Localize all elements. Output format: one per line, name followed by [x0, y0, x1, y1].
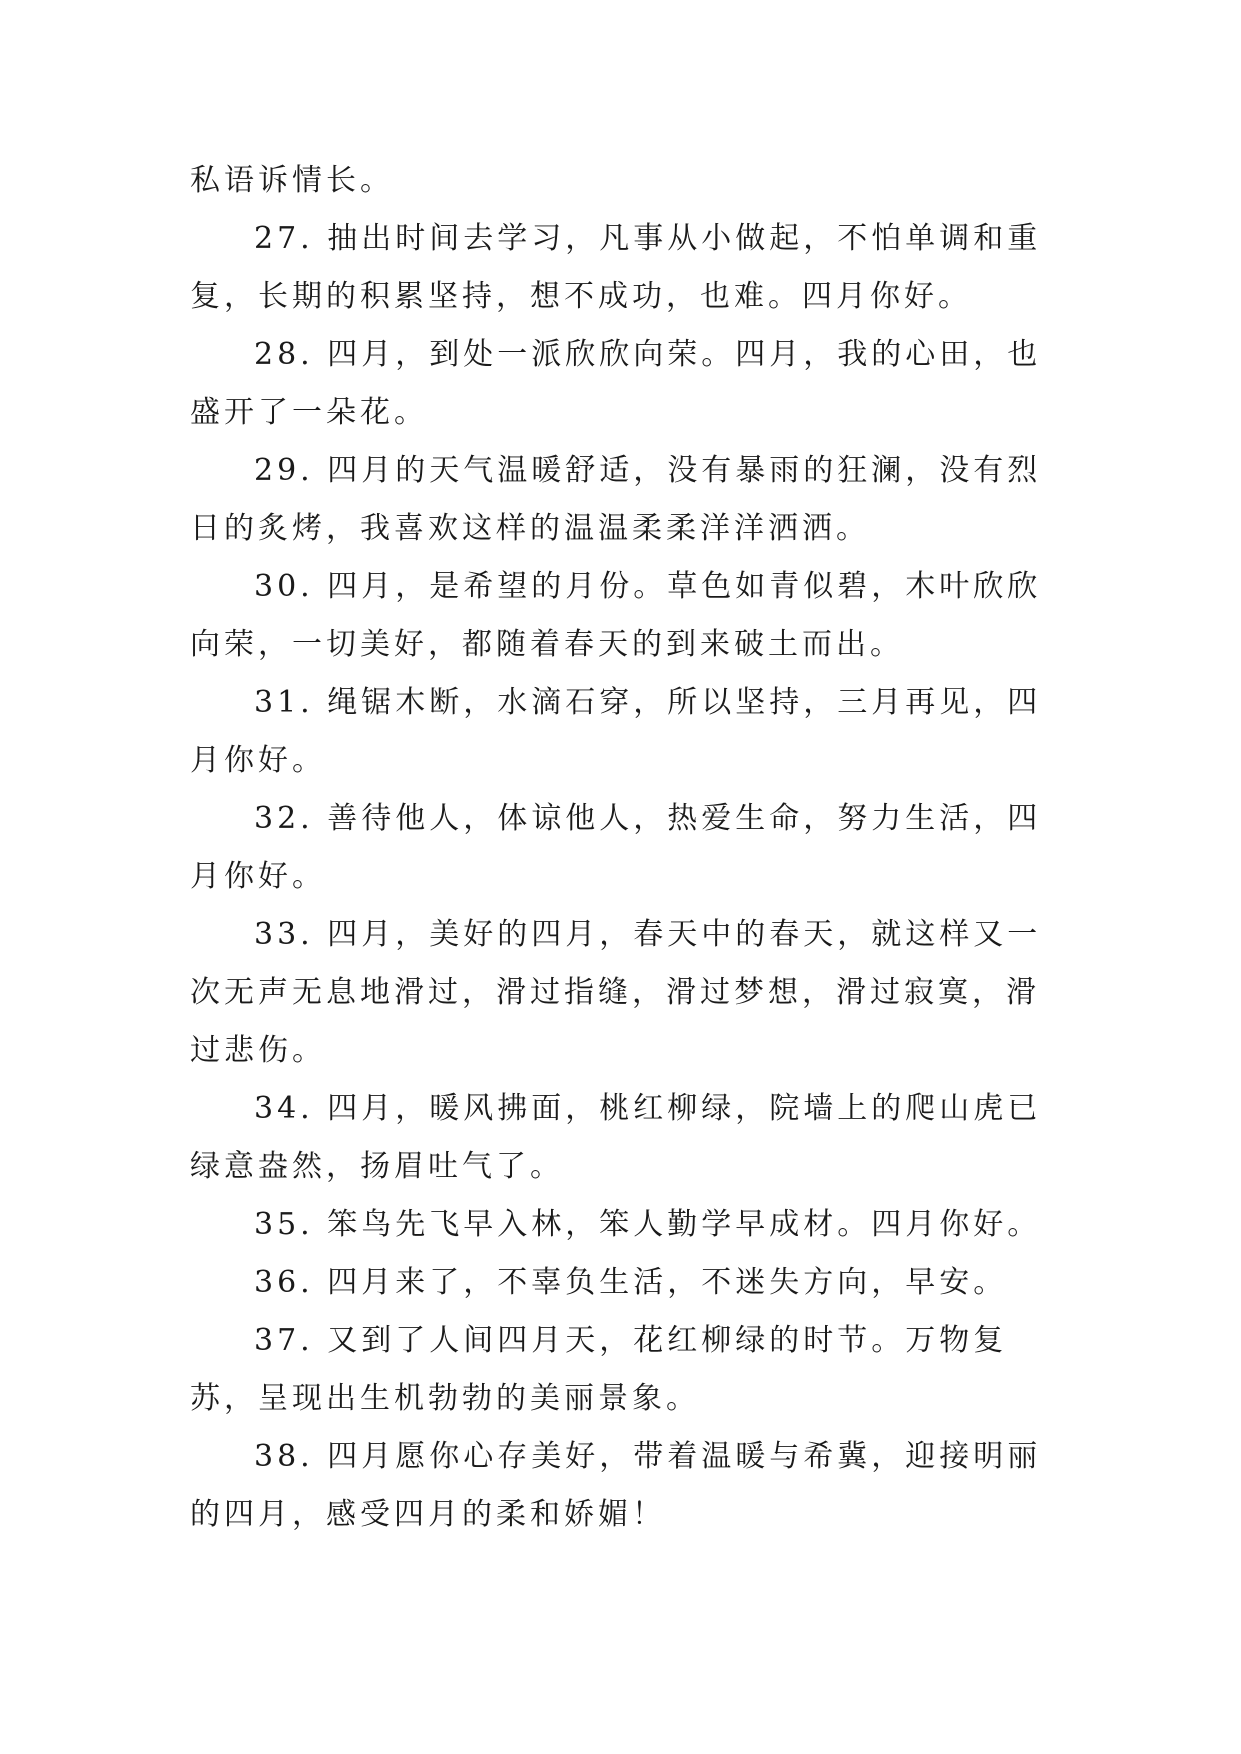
paragraph: 31. 绳锯木断，水滴石穿，所以坚持，三月再见，四月你好。 — [190, 685, 1042, 778]
paragraph: 32. 善待他人，体谅他人，热爱生命，努力生活，四月你好。 — [190, 801, 1042, 894]
paragraph: 36. 四月来了，不辜负生活，不迷失方向，早安。 — [254, 1265, 1008, 1300]
paragraph: 35. 笨鸟先飞早入林，笨人勤学早成材。四月你好。 — [254, 1207, 1042, 1242]
paragraph: 28. 四月，到处一派欣欣向荣。四月，我的心田，也盛开了一朵花。 — [190, 337, 1042, 430]
paragraph: 29. 四月的天气温暖舒适，没有暴雨的狂澜，没有烈日的炙烤，我喜欢这样的温温柔柔洋洋洒洒。 — [190, 453, 1042, 546]
document-body — [190, 152, 1050, 1544]
paragraph: 37. 又到了人间四月天，花红柳绿的时节。万物复苏，呈现出生机勃勃的美丽景象。 — [190, 1323, 1008, 1416]
paragraph: 30. 四月，是希望的月份。草色如青似碧，木叶欣欣向荣，一切美好，都随着春天的到来破土而出。 — [190, 569, 1042, 662]
paragraph: 私语诉情长。 — [190, 163, 394, 198]
paragraph: 38. 四月愿你心存美好，带着温暖与希冀，迎接明丽的四月，感受四月的柔和娇媚！ — [190, 1439, 1042, 1532]
paragraph: 33. 四月，美好的四月，春天中的春天，就这样又一次无声无息地滑过，滑过指缝，滑过梦想，滑过寂寞，滑过悲伤。 — [190, 917, 1042, 1068]
paragraph: 27. 抽出时间去学习，凡事从小做起，不怕单调和重复，长期的积累坚持，想不成功，也难。四月你好。 — [190, 221, 1042, 314]
paragraph: 34. 四月，暖风拂面，桃红柳绿，院墙上的爬山虎已绿意盎然，扬眉吐气了。 — [190, 1091, 1042, 1184]
